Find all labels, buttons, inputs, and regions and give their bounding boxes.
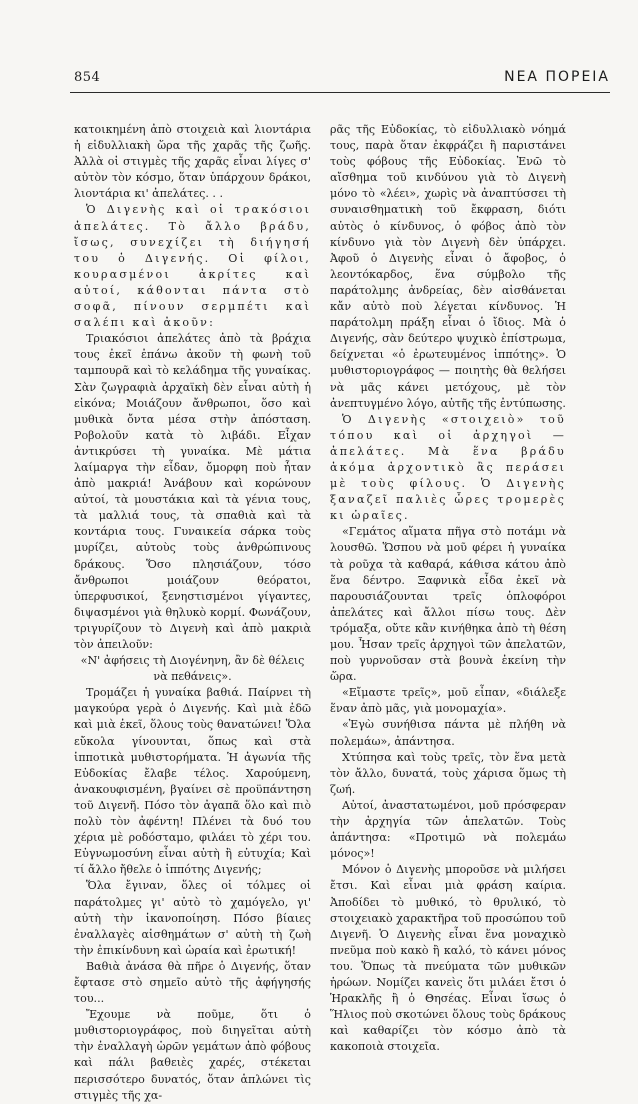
paragraph: Χτύπησα καὶ τοὺς τρεῖς, τὸν ἕνα μετὰ τὸν ἄλλο, δυνατά, τοὺς χάρισα ὅμως τὴ ζωή.: [330, 750, 566, 796]
paragraph: «Γεμάτος αἵματα πῆγα στὸ ποτάμι νὰ λουσθῶ. Ὥσπου νὰ μοῦ φέρει ἡ γυναίκα τὰ ροῦχα τὰ καθαρά, κάθισα κάτου ἀπὸ ἕνα δέντρο. Ξαφνικὰ εἶδα ἐκεῖ νὰ παρουσιάζουνται τρεῖς ὁπλοφόροι ἀπελάτες καὶ ἄλλοι πίσω τους. Δὲν τρόμαξα, οὔτε κἂν κινήθηκα ἀπὸ τὴ θέση μου. Ἦσαν τρεῖς ἀρχηγοὶ τῶν ἀπελατῶν, ποὺ γυρνοῦσαν στὰ βουνὰ ἐκείνη τὴν ὥρα.: [330, 525, 566, 684]
paragraph: Ὁ Διγενὴς «στοιχειὸ» τοῦ τόπου καὶ οἱ ἀρχηγοὶ — ἀπελάτες. Μὰ ἕνα βράδυ ἀκόμα ἀρχοντικὸ ἂς περάσει μὲ τοὺς φίλους. Ὁ Διγενὴς ξαναζεῖ παλιὲς ὧρες τρομερὲς κι ὡραῖες.: [330, 412, 566, 523]
paragraph: ρᾶς τῆς Εὐδοκίας, τὸ εἰδυλλιακὸ νόημά τους, παρὰ ὅταν ἐκφράζει ἢ παριστάνει τοὺς φόβους τῆς Εὐδοκίας. Ἐνῶ τὸ αἴσθημα τοῦ κινδύνου γιὰ τὸ Διγενὴ μόνο τὸ «λέει», χωρὶς νὰ ἀναπτύσσει τὴ συναισθηματικὴ τοῦ ἔκφραση, διότι αὐτὸς ὁ κίνδυνος, ὁ φόβος ἀπὸ τὸν κίνδυνο γιὰ τὸν Διγενὴ δὲν ὑπάρχει. Ἀφοῦ ὁ Διγενὴς εἶναι ὁ ἄφοβος, ὁ λεοντόκαρδος, ἕνα σύμβολο τῆς παράτολμης ἀνδρείας, δὲν αἰσθάνεται κἄν αὐτὸ ποὺ λέγεται κίνδυνος. Ἡ παράτολμη πράξη εἶναι ὁ ἴδιος. Μὰ ὁ Διγενής, σὰν δεύτερο ψυχικὸ ἐπίστρωμα, δείχνεται «ὁ ἐρωτευμένος ἱππότης». Ὁ μυθιστοριογράφος — ποιητὴς θὰ θελήσει νὰ μᾶς κάνει μετόχους, μὲ τὸν ἀνεπτυγμένο λόγο, αὐτῆς τῆς ἐντύπωσης.: [330, 123, 566, 410]
page-number: 854: [74, 70, 101, 85]
paragraph: «Ἐγὼ συνήθισα πάντα μὲ πλήθη νὰ πολεμάω», ἀπάντησα.: [330, 718, 566, 748]
paragraph: Τριακόσιοι ἀπελάτες ἀπὸ τὰ βράχια τους ἐκεῖ ἐπάνω ἀκοῦν τὴ φωνὴ τοῦ ταμπουρᾶ καὶ τὸ κελάδημα τῆς γυναίκας. Σὰν ζωγραφιὰ ἀρχαϊκὴ δὲν εἶναι αὐτὴ ἡ εἰκόνα; Μοιάζουν ἄνθρωποι, ὅσο καὶ μυθικὰ ὄντα μέσα στὴν ἀπόσταση. Ροβολοῦν κατὰ τὸ λιβάδι. Εἶχαν ἀντικρύσει τὴ γυναίκα. Μὲ μάτια λαίμαργα τὴν εἶδαν, ὄμορφη ποὺ ἦταν ἀπὸ μακριά! Ἀνάβουν καὶ κορώνουν αὐτοί, τὰ μουστάκια καὶ τὰ γένια τους, τὰ μαλλιά τους, τὰ σπαθιὰ καὶ τὰ κοντάρια τους. Γυναικεία σάρκα τοὺς μυρίζει, αὐτοὺς τοὺς ἀνθρώπινους δράκους. Ὅσο πλησιάζουν, τόσο ἄνθρωποι μοιάζουν θεόρατοι, ὑπερφυσικοί, ξενηστισμένοι γίγαντες, διψασμένοι γιὰ θηλυκὸ κορμί. Φωνάζουν, τριγυρίζουν τὸ Διγενὴ καὶ ἀπὸ μακριὰ τὸν ἀπειλοῦν:: [74, 332, 311, 651]
paragraph: Αὐτοί, ἀναστατωμένοι, μοῦ πρόσφεραν τὴν ἀρχηγία τῶν ἀπελατῶν. Τοὺς ἀπάντησα: «Προτιμῶ νὰ πολεμάω μόνος»!: [330, 798, 566, 861]
paragraph: Τρομάζει ἡ γυναίκα βαθιά. Παίρνει τὴ μαγκούρα γερὰ ὁ Διγενής. Καὶ μιὰ ἐδῶ καὶ μιὰ ἐκεῖ, ὅλους τοὺς θανατώνει! Ὅλα εὔκολα γίνουνται, ὅπως καὶ στὰ ἱπποτικὰ μυθιστορήματα. Ἡ ἀγωνία τῆς Εὐδοκίας ἔλαβε τέλος. Χαρούμενη, ἀνακουφισμένη, βγαίνει σὲ προϋπάντηση τοῦ Διγενῆ. Πόσο τὸν ἀγαπᾶ ὅλο καὶ πιὸ πολὺ τὸν ἀφέντη! Πλένει τὰ δυό του χέρια μὲ ροδόσταμο, φιλάει τὸ χέρι του. Εὐγνωμοσύνη εἶναι αὐτὴ ἢ εὐτυχία; Καὶ τί ἄλλο ἤθελε ὁ ἱππότης Διγενής;: [74, 686, 311, 877]
paragraph: Μόνον ὁ Διγενὴς μποροῦσε νὰ μιλήσει ἔτσι. Καὶ εἶναι μιὰ φράση καίρια. Ἀποδίδει τὸ μυθικό, τὸ θρυλικό, τὸ στοιχειακὸ χαρακτῆρα τοῦ προσώπου τοῦ Διγενῆ. Ὁ Διγενὴς εἶναι ἕνα μοναχικὸ πνεῦμα ποὺ κακὸ ἢ καλό, τὸ κάνει μόνος του. Ὅπως τὰ πνεύματα τῶν μυθικῶν ἡρώων. Νομίζει κανεὶς ὅτι μιλάει ἔτσι ὁ Ἡρακλῆς ἢ ὁ Θησέας. Εἶναι ἴσως ὁ Ἥλιος ποὺ σκοτώνει ὅλους τοὺς δράκους καὶ καθαρίζει τὸν κόσμο ἀπὸ τὰ κακοποιὰ στοιχεῖα.: [330, 863, 566, 1054]
paragraph: Ἔχουμε νὰ ποῦμε, ὅτι ὁ μυθιστοριογράφος, ποὺ διηγεῖται αὐτὴ τὴν ἐναλλαγὴ ὡρῶν γεμάτων ἀπὸ φόβους καὶ πάλι βαθειὲς χαρές, στέκεται περισσότερο δυνατός, ὅταν ἁπλώνει τὶς στιγμὲς τῆς χα-: [74, 1008, 311, 1102]
header-rule: [70, 92, 610, 93]
left-column: [74, 122, 311, 1104]
right-column: [330, 122, 566, 1055]
verse-quote: «Ν' ἀφήσεις τὴ Διογένηνη, ἂν δὲ θέλεις νὰ πεθάνεις».: [80, 654, 305, 684]
paragraph: κατοικημένη ἀπὸ στοιχειὰ καὶ λιοντάρια ἡ εἰδυλλιακὴ ὥρα τῆς χαρᾶς τῆς ζωῆς. Ἀλλὰ οἱ στιγμὲς τῆς χαρᾶς εἶναι λίγες σ' αὐτὸν τὸν κόσμο, ὅταν ὑπάρχουν δράκοι, λιοντάρια κι' ἀπελάτες. . .: [74, 123, 311, 201]
paragraph: Ὅλα ἔγιναν, ὅλες οἱ τόλμες οἱ παράτολμες γι' αὐτὸ τὸ χαμόγελο, γι' αὐτὴ τὴν ἱκανοποίηση. Πόσο βίαιες ἐναλλαγὲς αἰσθημάτων σ' αὐτὴ τὴ ζωὴ τὴν ἐπικίνδυνη καὶ ὡραία καὶ ἐρωτική!: [74, 879, 311, 957]
paragraph: «Εἴμαστε τρεῖς», μοῦ εἶπαν, «διάλεξε ἕναν ἀπὸ μᾶς, γιὰ μονομαχία».: [330, 686, 566, 716]
paragraph: Ὁ Διγενὴς καὶ οἱ τρακόσιοι ἀπελάτες. Τὸ ἄλλο βράδυ, ἴσως, συνεχίζει τὴ διήγησή του ὁ Διγενής. Οἱ φίλοι, κουρασμένοι ἀκρίτες καὶ αὐτοί, κάθονται πάντα στὸ σοφᾶ, πίνουν σερμπέτι καὶ σαλέπι καὶ ἀκοῦν:: [74, 203, 311, 330]
journal-title: ΝΕΑ ΠΟΡΕΙΑ: [504, 69, 610, 85]
paragraph: Βαθιὰ ἀνάσα θὰ πῆρε ὁ Διγενής, ὅταν ἔφτασε στὸ σημεῖο αὐτὸ τῆς ἀφήγησής του...: [74, 959, 311, 1006]
